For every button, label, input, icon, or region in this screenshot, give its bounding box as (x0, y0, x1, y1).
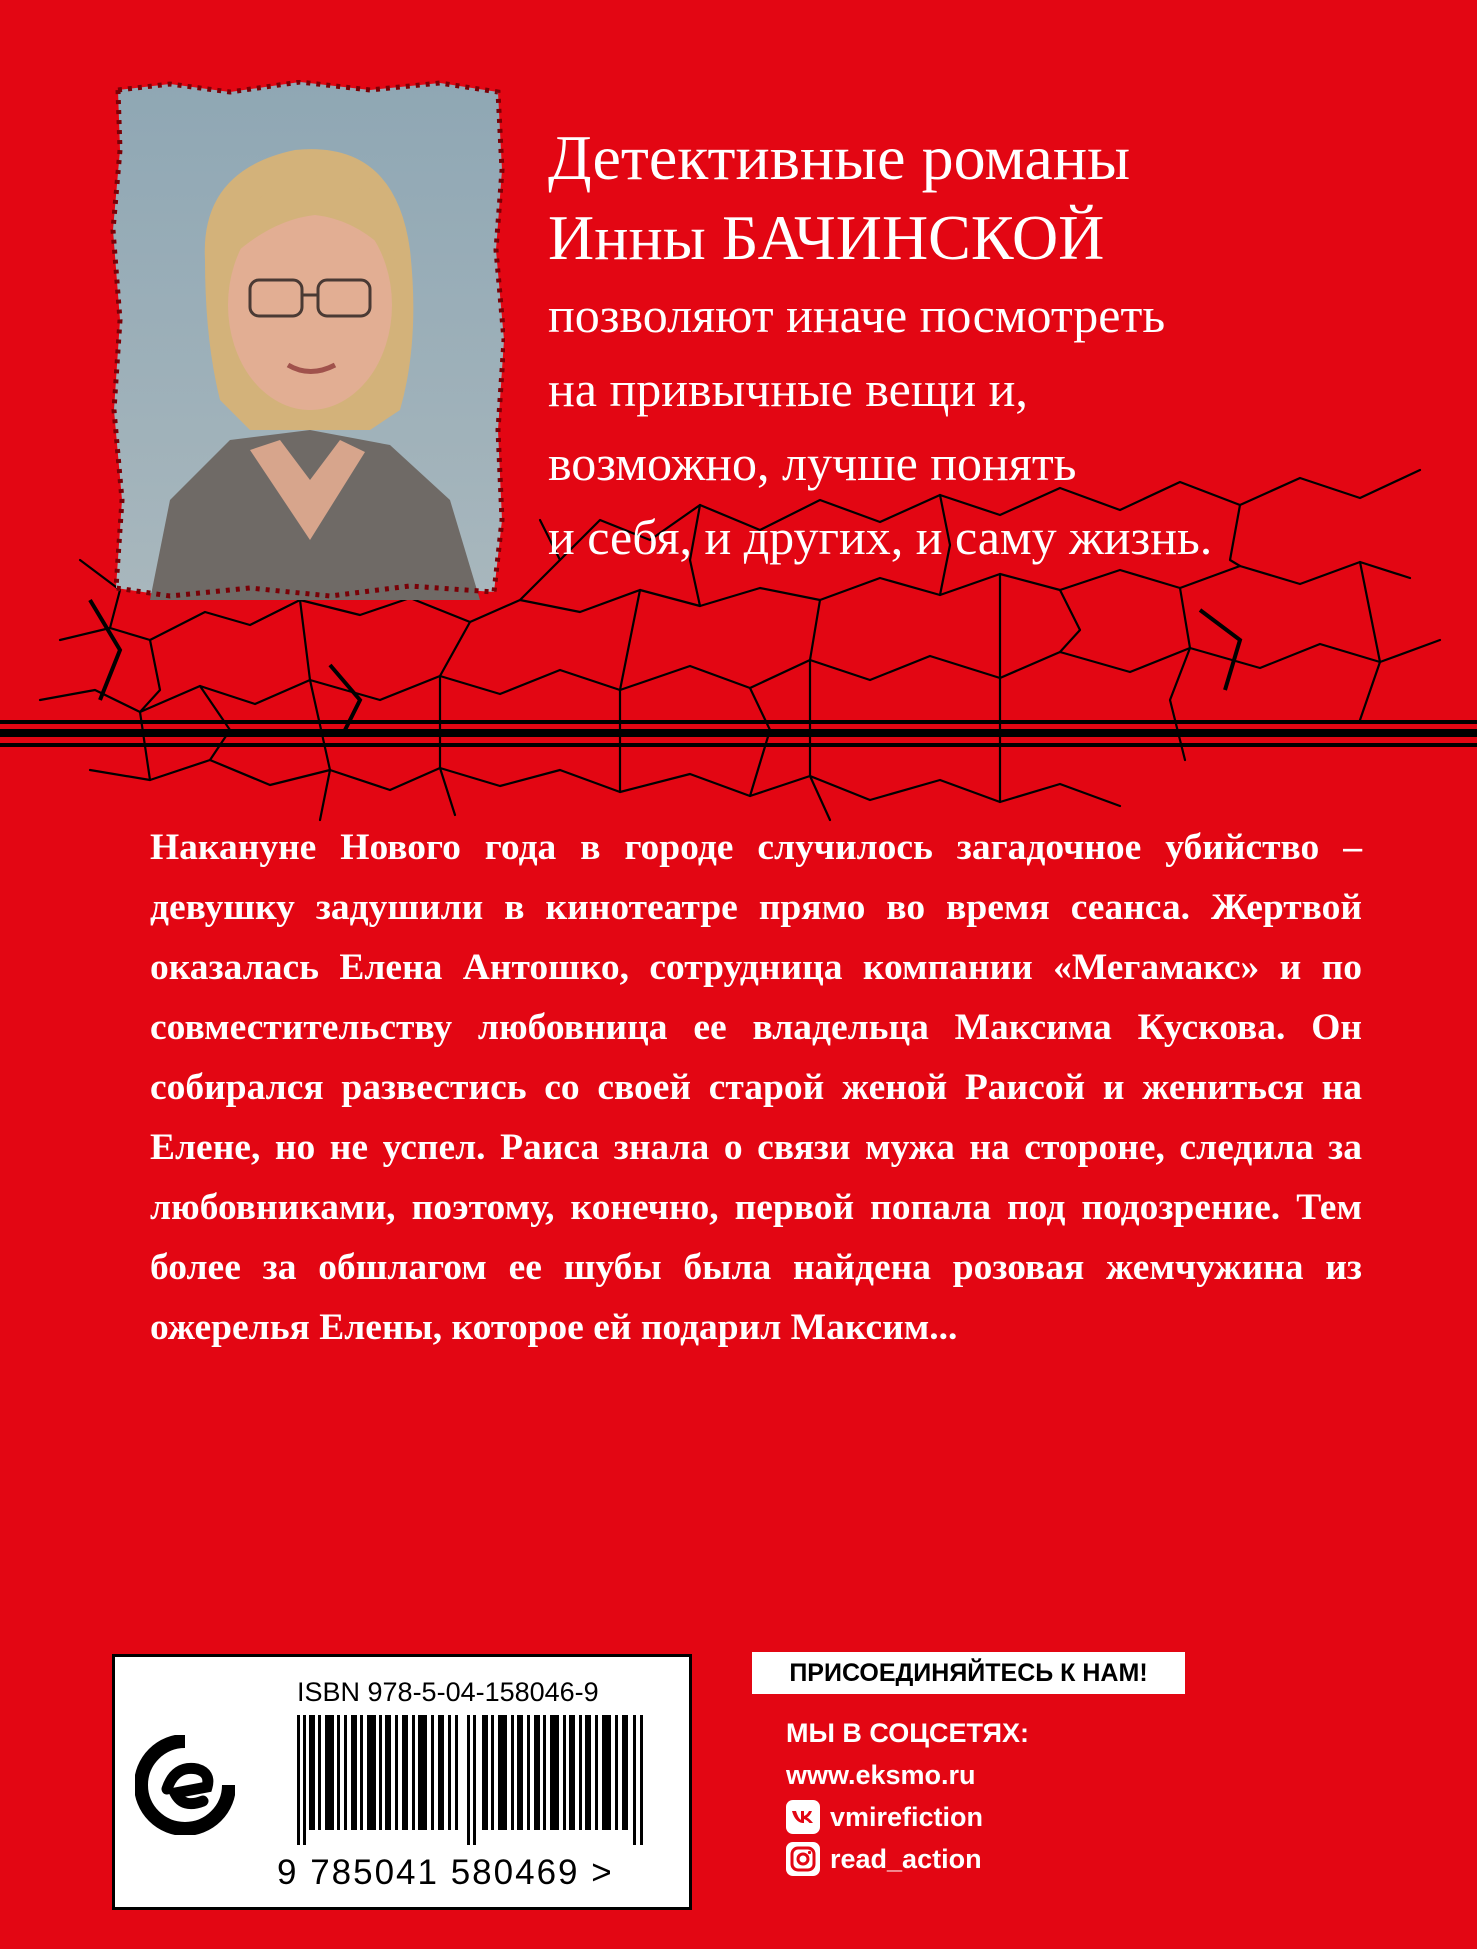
barcode (297, 1715, 647, 1845)
instagram-link[interactable] (786, 1838, 1029, 1880)
barcode-digits: 9 785041 580469 > (277, 1853, 614, 1892)
instagram-icon (786, 1842, 820, 1876)
tagline-author: Инны БАЧИНСКОЙ (548, 202, 1105, 273)
tagline-line-3: позволяют иначе посмотреть (548, 287, 1166, 343)
eksmo-logo-icon (135, 1735, 235, 1835)
website-link[interactable]: www.eksmo.ru (786, 1760, 976, 1790)
tagline (548, 118, 1448, 574)
tagline-line-4: на привычные вещи и, (548, 361, 1028, 417)
tagline-line-1: Детективные романы (548, 122, 1131, 193)
vk-link[interactable] (786, 1796, 1029, 1838)
social-links (786, 1712, 1029, 1880)
divider-stripes (0, 720, 1477, 752)
book-annotation: Накануне Нового года в городе случилось загадочное убийство – девушку задушили в кинотеатре прямо во время сеанса. Жертвой оказалась Елена Антошко, сотрудница компании «Мегамакс» и по совместительству любовница ее владельца Максима Кускова. Он собирался развестись со своей старой женой Раисой и жениться на Елене, но не успел. Раиса знала о связи мужа на стороне, следила за любовниками, поэтому, конечно, первой попала под подозрение. Тем более за обшлагом ее шубы была найдена розовая жемчужина из ожерелья Елены, которое ей подарил Максим... (150, 827, 1362, 1348)
social-heading: МЫ В СОЦСЕТЯХ: (786, 1718, 1030, 1748)
instagram-handle: read_action (830, 1844, 982, 1874)
tagline-line-6: и себя, и других, и саму жизнь. (548, 509, 1213, 565)
join-us-banner: ПРИСОЕДИНЯЙТЕСЬ К НАМ! (752, 1652, 1185, 1694)
barcode-box (112, 1654, 692, 1910)
author-photo (110, 80, 505, 600)
vk-handle: vmirefiction (830, 1802, 984, 1832)
tagline-line-5: возможно, лучше понять (548, 435, 1077, 491)
vk-icon (786, 1800, 820, 1834)
isbn: ISBN 978-5-04-158046-9 (297, 1677, 599, 1707)
